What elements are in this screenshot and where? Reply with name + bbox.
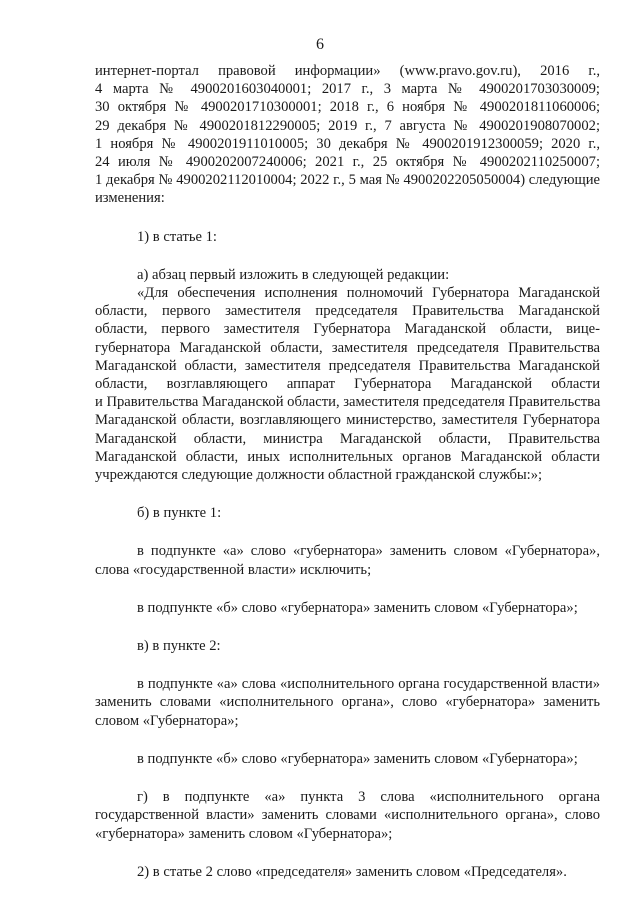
item-1b-a-line: в подпункте «а» слово «губернатора» заменить словом «Губернатора»,	[137, 543, 600, 560]
quote-line: Магаданской области, министра Магаданской области, Правительства	[95, 430, 600, 447]
item-1v-a-paragraph	[95, 675, 600, 730]
quote-line: учреждаются следующие должности областной гражданской службы:»;	[95, 467, 543, 484]
item-1g-line: государственной власти» заменить словами «исполнительного органа», слово	[95, 807, 600, 824]
quote-line: Магаданской области, возглавляющего министерство, заместителя Губернатора	[95, 412, 600, 429]
intro-line: 24 июля № 4900202007240006; 2021 г., 25 октября № 4900202110250007;	[95, 154, 600, 171]
item-1a-heading: а) абзац первый изложить в следующей редакции:	[137, 266, 450, 283]
item-1b-a-paragraph	[95, 542, 600, 578]
document-body	[95, 62, 600, 881]
quote-line: и Правительства Магаданской области, заместителя председателя Правительства	[95, 394, 601, 411]
quote-line: «Для обеспечения исполнения полномочий Губернатора Магаданской	[137, 285, 600, 302]
intro-paragraph	[95, 62, 600, 208]
intro-line: 4 марта № 4900201603040001; 2017 г., 3 марта № 4900201703030009;	[95, 81, 600, 98]
intro-line: 1 декабря № 4900202112010004; 2022 г., 5 мая № 4900202205050004) следующие	[95, 172, 600, 189]
quoted-paragraph	[95, 284, 600, 484]
item-1g-line: «губернатора» заменить словом «Губернатора»;	[95, 825, 393, 842]
item-1b-a-line: слова «государственной власти» исключить;	[95, 561, 372, 578]
item-1-heading: 1) в статье 1:	[137, 228, 217, 245]
quote-line: губернатора Магаданской области, заместителя председателя Правительства	[95, 339, 600, 356]
intro-line: 1 ноября № 4900201911010005; 30 декабря № 4900201912300059; 2020 г.,	[95, 135, 600, 152]
quote-line: области, возглавляющего аппарат Губернатора Магаданской области	[95, 376, 600, 393]
quote-line: области, первого заместителя Губернатора Магаданской области, вице-	[95, 321, 600, 338]
intro-line: 30 октября № 4900201710300001; 2018 г., 6 ноября № 4900201811060006;	[95, 99, 600, 116]
quote-line: Магаданской области, заместителя председателя Правительства Магаданской	[95, 357, 600, 374]
intro-line: 29 декабря № 4900201812290005; 2019 г., 7 августа № 4900201908070002;	[95, 117, 600, 134]
quote-line: области, первого заместителя председателя Правительства Магаданской	[95, 303, 600, 320]
item-1v-heading: в) в пункте 2:	[137, 638, 221, 655]
intro-line: изменения:	[95, 190, 165, 207]
quote-line: Магаданской области, иных исполнительных органов Магаданской области	[95, 448, 600, 465]
intro-line: интернет-портал правовой информации» (www.pravo.gov.ru), 2016 г.,	[95, 63, 600, 79]
item-1g-line: г) в подпункте «а» пункта 3 слова «исполнительного органа	[137, 789, 600, 806]
item-1g-paragraph	[95, 788, 600, 843]
item-1v-a-line: заменить словами «исполнительного органа», слово «губернатора» заменить	[95, 694, 600, 711]
item-1v-a-line: словом «Губернатора»;	[95, 712, 239, 729]
item-1v-a-line: в подпункте «а» слова «исполнительного органа государственной власти»	[137, 676, 600, 693]
item-2-paragraph: 2) в статье 2 слово «председателя» заменить словом «Председателя».	[137, 863, 567, 880]
item-1b-b-paragraph: в подпункте «б» слово «губернатора» заменить словом «Губернатора»;	[137, 599, 578, 616]
page-number: 6	[316, 36, 324, 53]
item-1b-heading: б) в пункте 1:	[137, 505, 222, 522]
item-1v-b-paragraph: в подпункте «б» слово «губернатора» заменить словом «Губернатора»;	[137, 750, 578, 767]
